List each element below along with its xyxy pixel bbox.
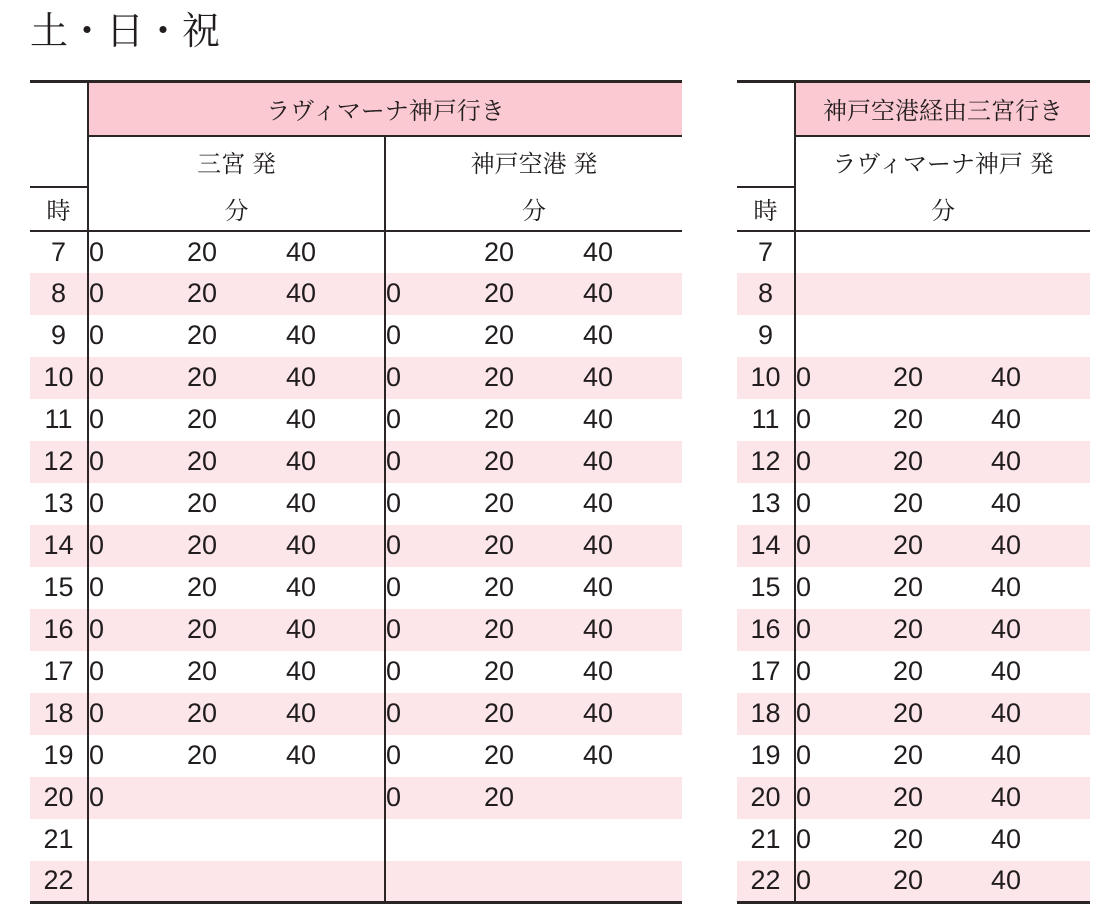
minute-cell: 0 [796,740,812,771]
minute-cell: 0 [796,865,812,896]
minute-cell: 40 [583,740,614,771]
minute-cell: 20 [187,572,218,603]
minute-cell: 20 [893,404,924,435]
direction-row [737,81,1090,136]
minute-cell: 0 [385,399,484,441]
minute-cell: 0 [89,362,105,393]
minute-cell: 40 [583,446,614,477]
minute-cell: 40 [583,404,614,435]
minute-cell: 0 [385,525,484,567]
minute-cell [385,819,484,861]
table-row [737,567,1090,609]
minute-cell: 40 [583,530,614,561]
minute-cell [583,819,682,861]
minute-cell [893,231,991,273]
minute-cell: 20 [484,572,515,603]
minute-cell: 40 [991,404,1022,435]
minute-cell [187,819,286,861]
table-row [737,231,1090,273]
minute-cell: 0 [796,530,812,561]
minute-cell: 20 [187,446,218,477]
minute-cell: 0 [796,698,812,729]
hour-cell: 9 [737,315,795,357]
minute-cell [286,861,385,903]
table-row [30,273,682,315]
minute-cell: 20 [187,362,218,393]
table-row [737,399,1090,441]
minute-cell: 20 [187,278,218,309]
minute-cell [893,273,991,315]
return-timetable [737,80,1090,905]
departure-header-lavimana: ラヴィマーナ神戸 発 [832,151,1054,179]
minute-cell: 40 [991,488,1022,519]
minute-cell: 20 [484,404,515,435]
minute-cell [484,819,583,861]
minute-cell: 0 [89,614,105,645]
unit-row [737,187,1090,231]
minute-cell: 20 [187,320,218,351]
hour-cell: 8 [30,273,88,315]
direction-header: 神戸空港経由三宮行き [795,81,1090,136]
minute-cell: 40 [583,614,614,645]
minute-cell: 40 [583,362,614,393]
minute-cell: 0 [89,446,105,477]
hour-cell: 16 [30,609,88,651]
minute-cell: 0 [796,782,812,813]
hour-cell: 20 [30,777,88,819]
minute-cell: 0 [89,740,105,771]
minute-cell: 20 [893,698,924,729]
minute-cell: 0 [796,656,812,687]
departure-header-kobe-airport: 神戸空港 発 [385,136,682,187]
minute-cell: 0 [89,320,105,351]
table-row [737,525,1090,567]
departure-header-sannomiya: 三宮 発 [197,151,276,179]
hour-cell: 21 [737,819,795,861]
minute-cell: 20 [893,446,924,477]
table-row [30,819,682,861]
minute-cell: 20 [893,740,924,771]
minute-cell: 20 [893,656,924,687]
table-row [30,315,682,357]
minute-cell: 0 [89,698,105,729]
minute-cell: 20 [187,614,218,645]
minute-cell: 0 [385,441,484,483]
table-row [737,609,1090,651]
corner-cell [30,81,88,187]
hour-cell: 13 [30,483,88,525]
minute-cell: 0 [385,483,484,525]
minute-cell: 40 [286,278,317,309]
minute-cell: 40 [991,740,1022,771]
table-row [737,861,1090,903]
minute-cell: 0 [385,567,484,609]
minute-cell: 40 [286,488,317,519]
direction-header: ラヴィマーナ神戸行き [88,81,682,136]
table-row [737,693,1090,735]
minute-cell [385,861,484,903]
minute-cell: 0 [89,572,105,603]
minute-cell: 20 [893,572,924,603]
table-row [30,567,682,609]
outbound-rows [30,231,682,903]
minute-cell: 0 [385,651,484,693]
table-row [737,315,1090,357]
minute-cell [187,861,286,903]
hour-cell: 15 [737,567,795,609]
minute-cell: 20 [187,698,218,729]
table-row [737,777,1090,819]
table-row [30,609,682,651]
page-title: 土・日・祝 [30,11,221,53]
minute-cell: 20 [893,614,924,645]
minute-cell: 20 [187,530,218,561]
minute-cell: 0 [89,404,105,435]
minute-cell: 0 [385,735,484,777]
minute-cell: 40 [286,320,317,351]
minute-cell: 0 [89,782,105,813]
hour-cell: 9 [30,315,88,357]
minute-cell [893,315,991,357]
minute-cell: 0 [89,530,105,561]
minute-cell: 40 [286,446,317,477]
outbound-timetable [30,80,682,905]
minute-cell: 0 [796,446,812,477]
hour-cell: 21 [30,819,88,861]
minute-cell [583,861,682,903]
minute-cell: 20 [484,614,515,645]
minute-cell: 40 [991,656,1022,687]
hour-cell: 16 [737,609,795,651]
hour-cell: 10 [30,357,88,399]
minute-cell: 20 [187,488,218,519]
minute-cell: 20 [484,446,515,477]
hour-cell: 14 [30,525,88,567]
table-row [737,819,1090,861]
return-rows [737,231,1090,903]
minute-cell: 20 [187,740,218,771]
minute-cell: 40 [583,572,614,603]
minute-cell: 40 [991,698,1022,729]
minute-cell: 20 [187,236,218,267]
minute-cell: 0 [796,404,812,435]
minute-cell [88,861,187,903]
table-row [30,357,682,399]
minute-cell: 40 [991,530,1022,561]
table-row [30,777,682,819]
minute-cell: 40 [286,740,317,771]
minute-cell: 40 [991,782,1022,813]
minute-cell: 40 [286,404,317,435]
minute-cell: 20 [484,362,515,393]
minute-cell: 20 [484,698,515,729]
minute-cell [187,777,286,819]
departure-row [30,136,682,187]
hour-cell: 14 [737,525,795,567]
minute-cell: 40 [991,614,1022,645]
hour-cell: 22 [737,861,795,903]
minute-cell: 0 [385,273,484,315]
minute-cell: 20 [484,782,515,813]
minute-label: 分 [795,187,1090,231]
minute-cell: 40 [991,362,1022,393]
minute-cell: 0 [385,315,484,357]
minute-cell [991,231,1090,273]
minute-cell: 0 [796,824,812,855]
hour-cell: 18 [737,693,795,735]
minute-cell: 20 [893,824,924,855]
table-row [737,441,1090,483]
hour-label: 時 [737,187,795,231]
hour-cell: 12 [737,441,795,483]
minute-cell: 20 [484,320,515,351]
hour-cell: 22 [30,861,88,903]
table-row [737,273,1090,315]
hour-cell: 18 [30,693,88,735]
table-row [737,483,1090,525]
direction-row [30,81,682,136]
table-row [30,861,682,903]
hour-cell: 19 [737,735,795,777]
minute-cell: 40 [583,656,614,687]
minute-cell: 0 [89,656,105,687]
minute-cell: 40 [286,530,317,561]
hour-cell: 11 [30,399,88,441]
minute-cell: 40 [991,824,1022,855]
hour-cell: 15 [30,567,88,609]
minute-cell: 20 [893,865,924,896]
minute-cell: 0 [385,609,484,651]
hour-cell: 8 [737,273,795,315]
minute-cell: 40 [286,362,317,393]
table-row [30,693,682,735]
minute-cell: 40 [583,236,614,267]
minute-cell [385,231,484,273]
minute-cell [286,777,385,819]
table-row [737,357,1090,399]
timetable-tables [30,80,1120,905]
minute-cell: 40 [286,614,317,645]
minute-cell: 20 [893,362,924,393]
table-row [30,735,682,777]
minute-cell: 0 [89,278,105,309]
hour-label: 時 [30,187,88,231]
hour-cell: 13 [737,483,795,525]
minute-cell: 0 [89,488,105,519]
hour-cell: 7 [30,231,88,273]
minute-cell [795,231,893,273]
corner-cell [737,81,795,187]
table-row [737,735,1090,777]
minute-cell [991,315,1090,357]
minute-cell: 40 [286,236,317,267]
minute-cell: 0 [385,357,484,399]
minute-cell: 40 [583,488,614,519]
minute-label: 分 [385,187,682,231]
minute-cell: 0 [89,236,105,267]
minute-cell [795,315,893,357]
minute-cell: 20 [484,530,515,561]
minute-cell: 20 [484,278,515,309]
minute-cell: 20 [893,782,924,813]
table-row [737,651,1090,693]
table-row [30,525,682,567]
minute-cell: 40 [991,865,1022,896]
table-row [30,231,682,273]
minute-cell: 0 [385,777,484,819]
minute-cell: 0 [796,614,812,645]
hour-cell: 7 [737,231,795,273]
minute-cell [583,777,682,819]
table-row [30,399,682,441]
minute-cell: 40 [286,572,317,603]
minute-cell: 0 [796,362,812,393]
hour-cell: 11 [737,399,795,441]
hour-cell: 17 [30,651,88,693]
minute-cell: 40 [286,698,317,729]
minute-cell: 40 [583,278,614,309]
minute-cell: 0 [385,693,484,735]
minute-cell: 0 [796,488,812,519]
minute-cell [795,273,893,315]
minute-cell: 20 [484,488,515,519]
minute-label: 分 [88,187,385,231]
minute-cell [88,819,187,861]
minute-cell: 40 [583,698,614,729]
minute-cell: 40 [991,446,1022,477]
minute-cell [286,819,385,861]
hour-cell: 17 [737,651,795,693]
minute-cell [484,861,583,903]
minute-cell: 20 [187,656,218,687]
minute-cell [991,273,1090,315]
minute-cell: 0 [796,572,812,603]
minute-cell: 40 [991,572,1022,603]
table-row [30,483,682,525]
minute-cell: 40 [583,320,614,351]
minute-cell: 20 [484,236,515,267]
minute-cell: 20 [893,488,924,519]
hour-cell: 10 [737,357,795,399]
hour-cell: 19 [30,735,88,777]
minute-cell: 20 [484,656,515,687]
minute-cell: 40 [286,656,317,687]
minute-cell: 20 [484,740,515,771]
unit-row [30,187,682,231]
minute-cell: 20 [187,404,218,435]
hour-cell: 20 [737,777,795,819]
table-row [30,441,682,483]
table-row [30,651,682,693]
minute-cell: 20 [893,530,924,561]
hour-cell: 12 [30,441,88,483]
